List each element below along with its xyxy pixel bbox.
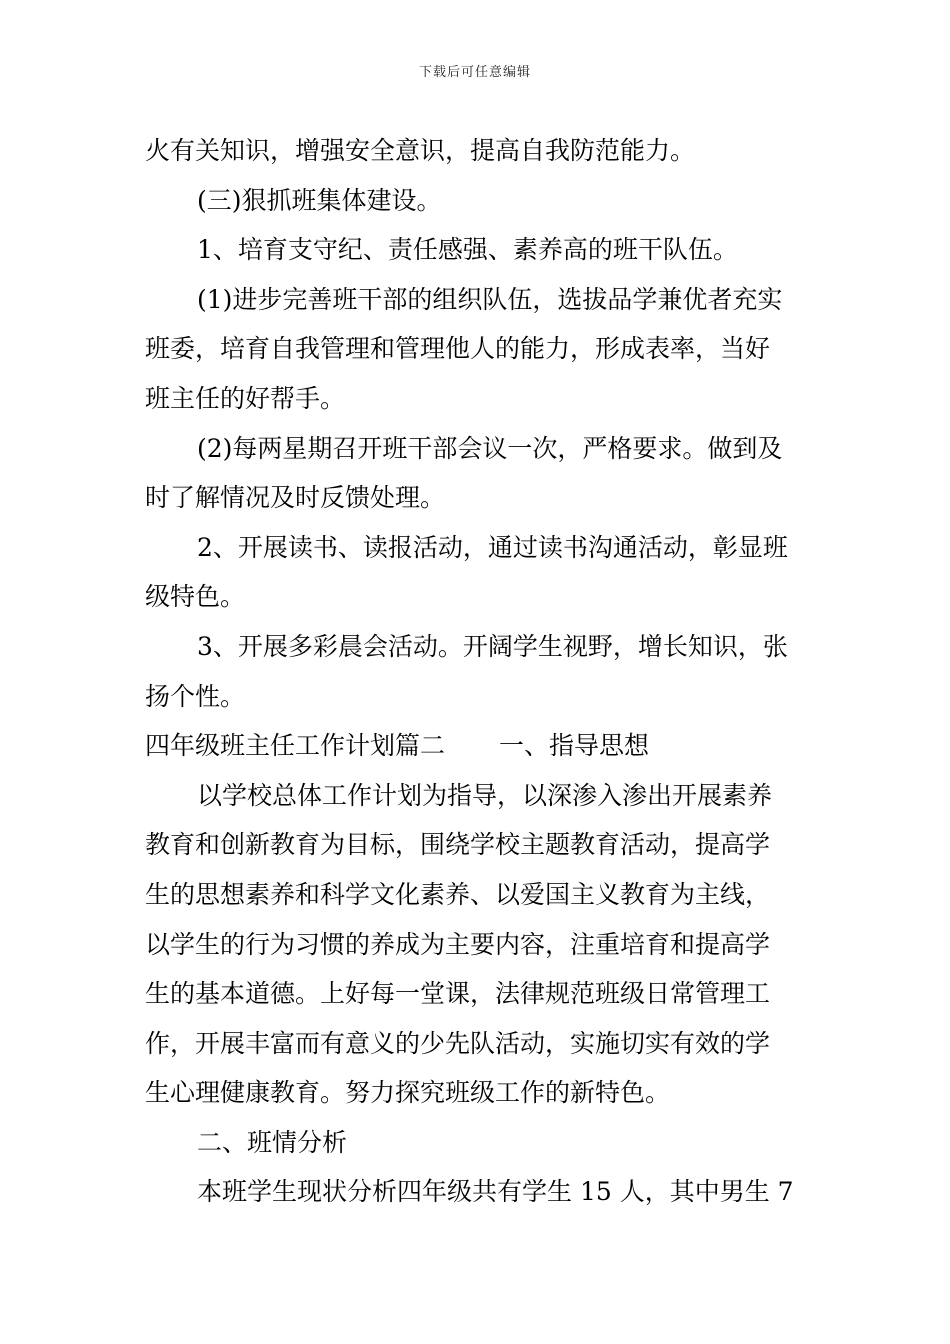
paragraph-line: 以学校总体工作计划为指导，以深渗入渗出开展素养 bbox=[197, 780, 773, 810]
paragraph-line: 2、开展读书、读报活动，通过读书沟通活动，彰显班 bbox=[197, 532, 788, 562]
paragraph-line: 1、培育支守纪、责任感强、素养高的班干队伍。 bbox=[197, 235, 738, 265]
document-body bbox=[145, 126, 825, 1217]
page-header: 下载后可任意编辑 bbox=[418, 65, 531, 80]
paragraph-line: 生的思想素养和科学文化素养、以爱国主义教育为主线， bbox=[145, 879, 771, 909]
paragraph-line: 教育和创新教育为目标，围绕学校主题教育活动，提高学 bbox=[145, 830, 771, 860]
paragraph-line: 以学生的行为习惯的养成为主要内容，注重培育和提高学 bbox=[145, 929, 771, 959]
paragraph-line: 生的基本道德。上好每一堂课，法律规范班级日常管理工 bbox=[145, 979, 771, 1009]
paragraph-line: 火有关知识，增强安全意识，提高自我防范能力。 bbox=[145, 136, 696, 165]
paragraph-line: 3、开展多彩晨会活动。开阔学生视野，增长知识，张 bbox=[197, 631, 788, 661]
section-heading: 二、班情分析 bbox=[197, 1127, 348, 1157]
section-heading: (三)狠抓班集体建设。 bbox=[197, 185, 442, 215]
title-line bbox=[145, 721, 825, 771]
paragraph-line: 时了解情况及时反馈处理。 bbox=[145, 483, 446, 513]
paragraph-line: 班主任的好帮手。 bbox=[145, 383, 346, 413]
paragraph-line: (2)每两星期召开班干部会议一次，严格要求。做到及 bbox=[197, 433, 783, 463]
article-title: 四年级班主任工作计划篇二 bbox=[145, 731, 446, 761]
paragraph-line: 班委，培育自我管理和管理他人的能力，形成表率，当好 bbox=[145, 334, 771, 364]
paragraph-line: 级特色。 bbox=[145, 582, 246, 612]
paragraph-line: 作，开展丰富而有意义的少先队活动，实施切实有效的学 bbox=[145, 1028, 771, 1058]
paragraph-line: (1)进步完善班干部的组织队伍，选拔品学兼优者充实 bbox=[197, 284, 783, 314]
paragraph-line: 本班学生现状分析四年级共有学生 15 人，其中男生 7 bbox=[197, 1177, 794, 1207]
section-heading: 一、指导思想 bbox=[499, 731, 650, 761]
paragraph-line: 扬个性。 bbox=[145, 681, 246, 711]
paragraph-line: 生心理健康教育。努力探究班级工作的新特色。 bbox=[145, 1078, 671, 1108]
